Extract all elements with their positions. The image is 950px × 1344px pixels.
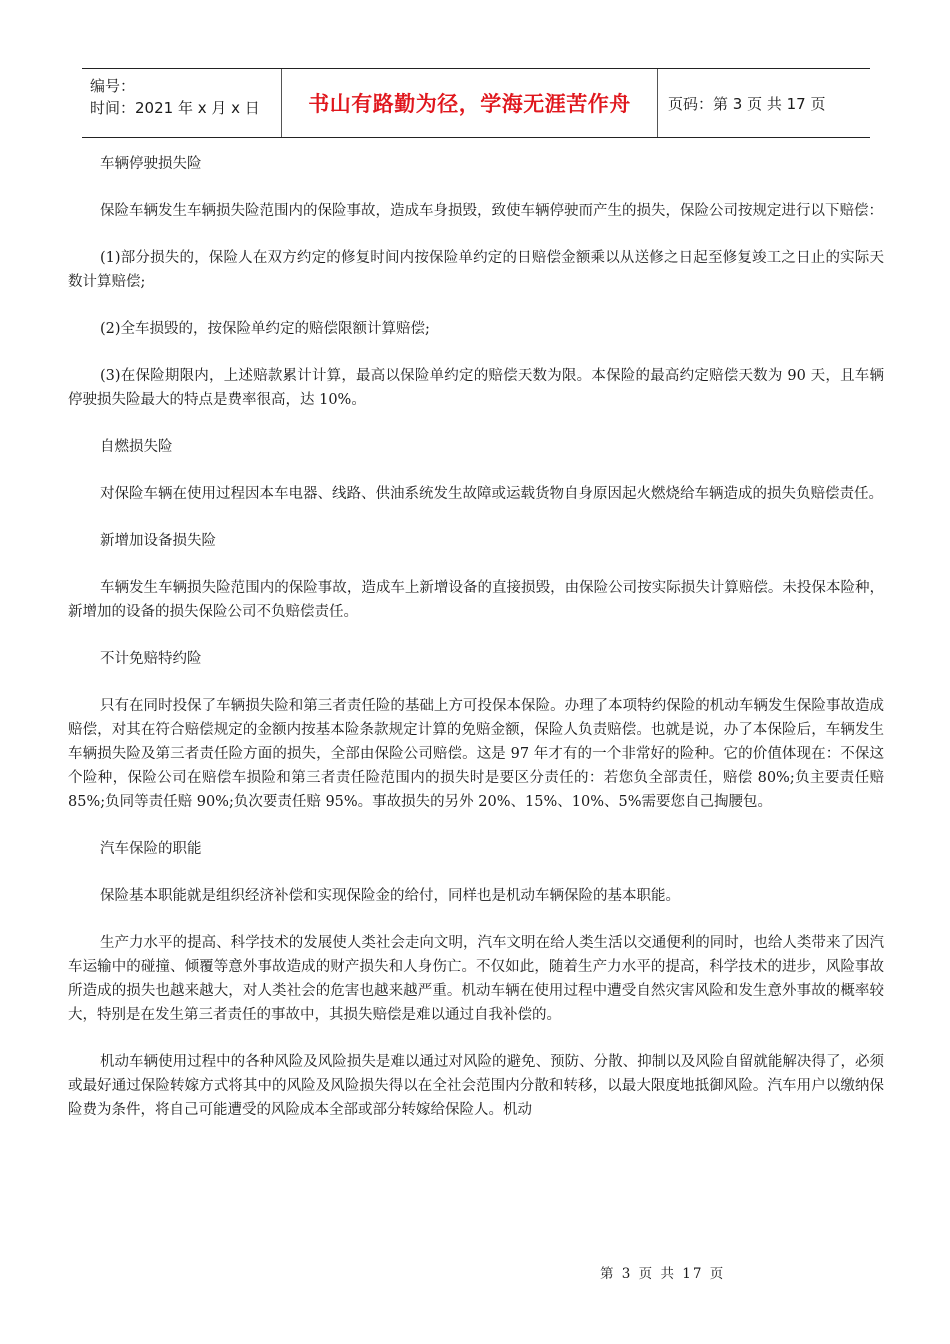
header-page-info: 页码：第 3 页 共 17 页 xyxy=(668,94,826,113)
body-paragraph: 保险基本职能就是组织经济补偿和实现保险金的给付，同样也是机动车辆保险的基本职能。 xyxy=(100,888,680,904)
section-heading: 车辆停驶损失险 xyxy=(100,156,202,172)
body-paragraph: 只有在同时投保了车辆损失险和第三者责任险的基础上方可投保本保险。办理了本项特约保险的机动车辆发生保险事故造成赔偿，对其在符合赔偿规定的金额内按基本险条款规定计算的免赔金额，保险人负责赔偿。也就是说，办了本保险后，车辆发生车辆损失险及第三者责任险方面的损失，全部由保险公司赔偿。这是 97 年才有的一个非常好的险种。它的价值体现在：不保这个险种，保险公司在赔偿车损险和第三者责任险范围内的损失时是要区分责任的：若您负全部责任，赔偿 80%;负主要责任赔 85%;负同等责任赔 90%;负次要责任赔 95%。事故损失的另外 20%、15%、10%、5%需要您自己掏腰包。 xyxy=(68,698,884,810)
document-date: 时间：2021 年 x 月 x 日 xyxy=(90,99,260,117)
body-paragraph: (3)在保险期限内，上述赔款累计计算，最高以保险单约定的赔偿天数为限。本保险的最高约定赔偿天数为 90 天，且车辆停驶损失险最大的特点是费率很高，达 10%。 xyxy=(68,368,884,408)
body-paragraph: 对保险车辆在使用过程因本车电器、线路、供油系统发生故障或运载货物自身原因起火燃烧给车辆造成的损失负赔偿责任。 xyxy=(100,486,883,502)
section-heading: 自燃损失险 xyxy=(100,439,173,455)
section-heading: 不计免赔特约险 xyxy=(100,651,202,667)
section-heading: 汽车保险的职能 xyxy=(100,841,202,857)
section-heading: 新增加设备损失险 xyxy=(100,533,216,549)
body-paragraph: 车辆发生车辆损失险范围内的保险事故，造成车上新增设备的直接损毁，由保险公司按实际损失计算赔偿。未投保本险种，新增加的设备的损失保险公司不负赔偿责任。 xyxy=(68,580,884,620)
page-footer: 第 3 页 共 17 页 xyxy=(600,1266,726,1282)
body-paragraph: 保险车辆发生车辆损失险范围内的保险事故，造成车身损毁，致使车辆停驶而产生的损失，保险公司按规定进行以下赔偿： xyxy=(100,203,883,219)
header-motto: 书山有路勤为径，学海无涯苦作舟 xyxy=(282,69,658,137)
header-meta xyxy=(82,69,282,137)
body-paragraph: 生产力水平的提高、科学技术的发展使人类社会走向文明，汽车文明在给人类生活以交通便利的同时，也给人类带来了因汽车运输中的碰撞、倾覆等意外事故造成的财产损失和人身伤亡。不仅如此，随着生产力水平的提高，科学技术的进步，风险事故所造成的损失也越来越大，对人类社会的危害也越来越严重。机动车辆在使用过程中遭受自然灾害风险和发生意外事故的概率较大，特别是在发生第三者责任的事故中，其损失赔偿是难以通过自我补偿的。 xyxy=(68,935,884,1023)
body-paragraph: 机动车辆使用过程中的各种风险及风险损失是难以通过对风险的避免、预防、分散、抑制以及风险自留就能解决得了，必须或最好通过保险转嫁方式将其中的风险及风险损失得以在全社会范围内分散和转移，以最大限度地抵御风险。汽车用户以缴纳保险费为条件，将自己可能遭受的风险成本全部或部分转嫁给保险人。机动 xyxy=(68,1054,884,1118)
document-body xyxy=(68,152,884,1145)
page-header xyxy=(82,68,870,138)
document-number-label: 编号： xyxy=(90,77,136,95)
body-paragraph: (1)部分损失的，保险人在双方约定的修复时间内按保险单约定的日赔偿金额乘以从送修之日起至修复竣工之日止的实际天数计算赔偿; xyxy=(68,250,884,290)
body-paragraph: (2)全车损毁的，按保险单约定的赔偿限额计算赔偿; xyxy=(100,321,430,337)
